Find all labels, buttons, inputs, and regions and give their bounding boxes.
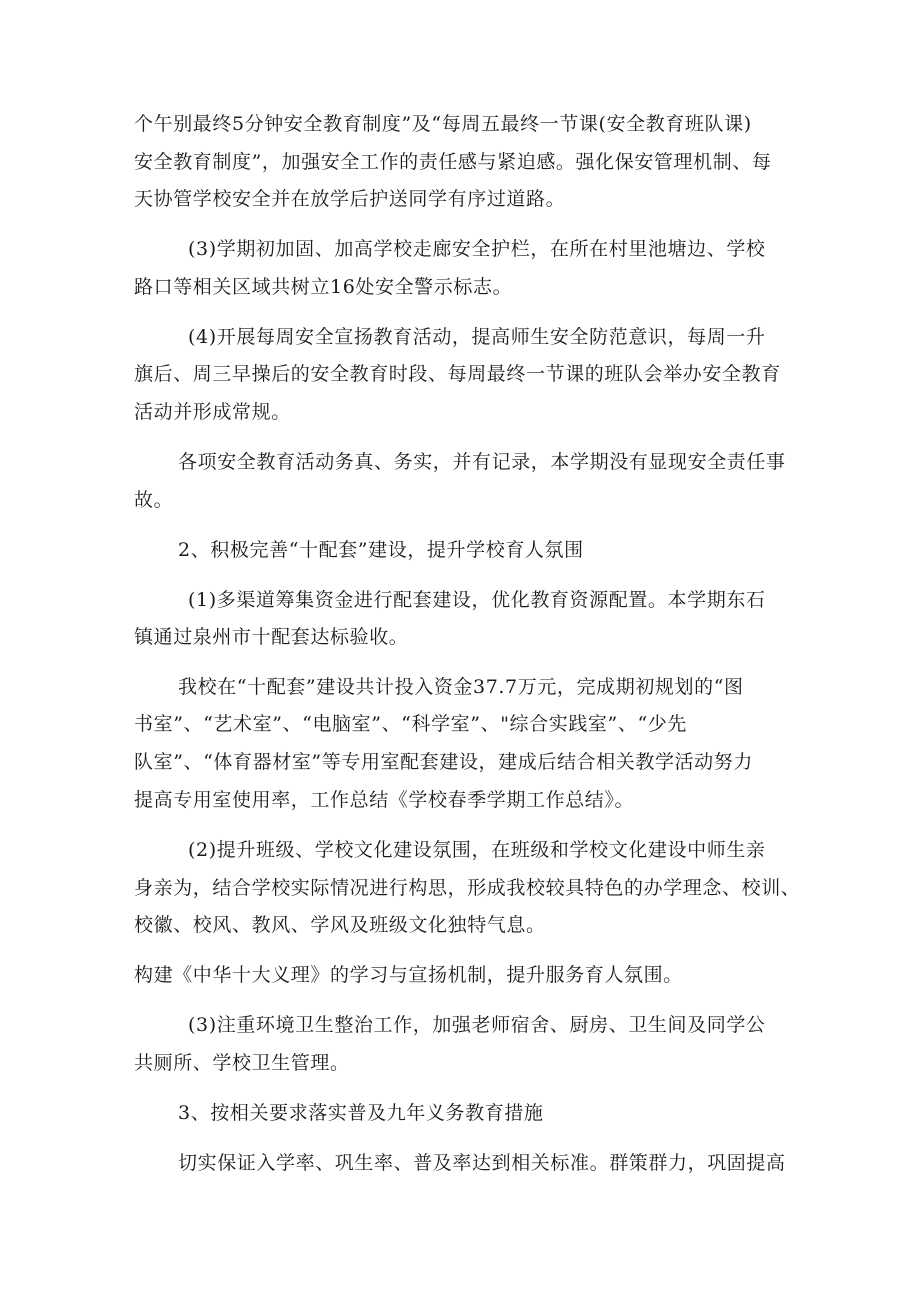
text-line: 校徽、校风、教风、学风及班级文化独特气息。 [134, 914, 546, 936]
text-line: 旗后、周三早操后的安全教育时段、每周最终一节课的班队会举办安全教育 [134, 363, 781, 385]
text-line: 故。 [134, 489, 174, 511]
text-line: 天协管学校安全并在放学后护送同学有序过道路。 [134, 188, 566, 210]
text-line: 书室”、“艺术室”、“电脑室”、“科学室”、"综合实践室”、“少先 [134, 713, 687, 735]
text-line: 镇通过泉州市十配套达标验收。 [134, 626, 409, 648]
text-line: 活动并形成常规。 [134, 401, 291, 423]
text-line: 身亲为，结合学校实际情况进行构思，形成我校较具特色的办学理念、校训、 [134, 877, 801, 899]
text-line: 各项安全教育活动务真、务实，并有记录，本学期没有显现安全责任事 [178, 451, 786, 473]
section-heading: 2、积极完善“十配套”建设，提升学校育人氛围 [178, 539, 584, 561]
text-line: (1)多渠道筹集资金进行配套建设，优化教育资源配置。本学期东石 [188, 589, 766, 611]
text-line: 路口等相关区域共树立16处安全警示标志。 [134, 276, 513, 298]
text-line: 提高专用室使用率，工作总结《学校春季学期工作总结》。 [134, 789, 635, 811]
text-line: 队室”、“体育器材室”等专用室配套建设，建成后结合相关教学活动努力 [134, 751, 753, 773]
text-line: 个午别最终5分钟安全教育制度”及“每周五最终一节课(安全教育班队课) [134, 113, 752, 135]
section-heading: 3、按相关要求落实普及九年义务教育措施 [178, 1102, 544, 1124]
text-line: 切实保证入学率、巩生率、普及率达到相关标准。群策群力，巩固提高 [178, 1152, 786, 1174]
text-line: (2)提升班级、学校文化建设氛围，在班级和学校文化建设中师生亲 [188, 839, 766, 861]
text-line: 构建《中华十大义理》的学习与宣扬机制，提升服务育人氛围。 [134, 964, 683, 986]
text-line: 共厕所、学校卫生管理。 [134, 1052, 350, 1074]
text-line: 安全教育制度”，加强安全工作的责任感与紧迫感。强化保安管理机制、每 [134, 151, 772, 173]
text-line: 我校在“十配套”建设共计投入资金37.7万元，完成期初规划的“图 [178, 676, 744, 698]
text-line: (3)学期初加固、加高学校走廊安全护栏，在所在村里池塘边、学校 [188, 238, 766, 260]
text-line: (3)注重环境卫生整治工作，加强老师宿舍、厨房、卫生间及同学公 [188, 1014, 766, 1036]
text-line: (4)开展每周安全宣扬教育活动，提高师生安全防范意识，每周一升 [188, 326, 766, 348]
